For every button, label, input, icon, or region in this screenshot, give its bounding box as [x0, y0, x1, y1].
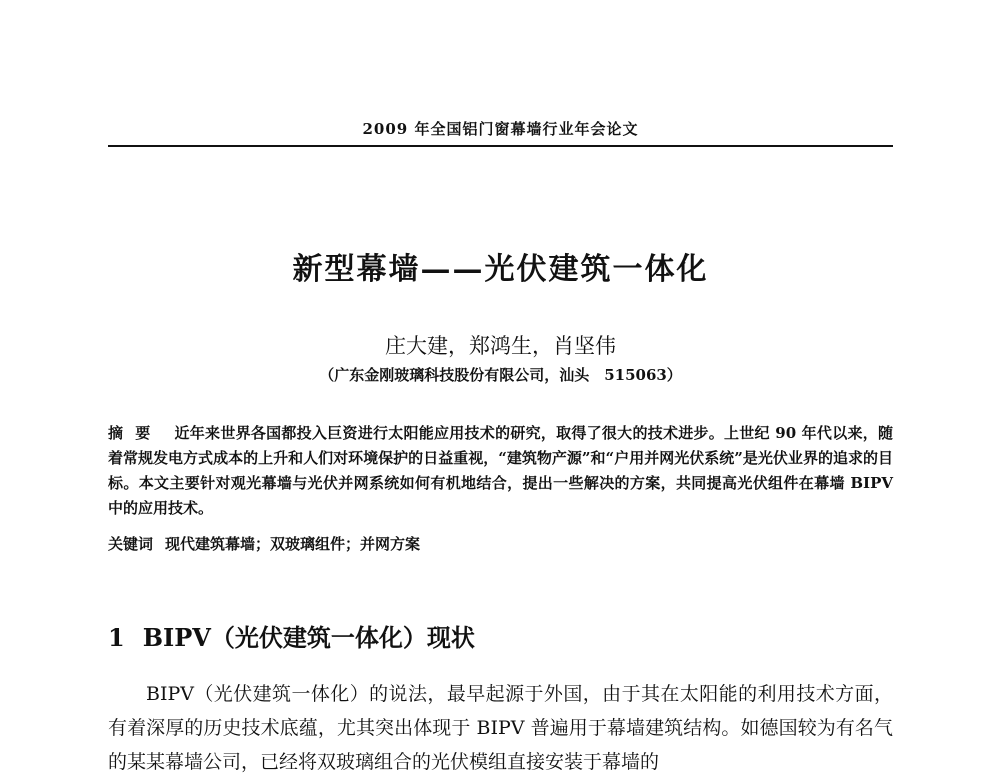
header-rule	[108, 145, 893, 147]
abstract	[108, 421, 893, 521]
keywords	[108, 533, 893, 554]
abstract-label: 摘要	[108, 424, 163, 442]
keywords-label: 关键词	[108, 535, 154, 553]
keywords-text: 现代建筑幕墙；双玻璃组件；并网方案	[165, 535, 421, 553]
author-list: 庄大建，郑鸿生，肖坚伟	[385, 334, 616, 358]
section-number: 1	[108, 623, 125, 652]
affiliation: （广东金刚玻璃科技股份有限公司，汕头 515063）	[319, 366, 682, 384]
section-heading	[108, 618, 893, 653]
body-paragraph: BIPV（光伏建筑一体化）的说法，最早起源于外国，由于其在太阳能的利用技术方面，有着深厚的历史技术底蕴，尤其突出体现于 BIPV 普遍用于幕墙建筑结构。如德国较为有名气的某某幕墙公司，已经将双玻璃组合的光伏模组直接安装于幕墙的	[108, 683, 893, 773]
paper-title: 新型幕墙——光伏建筑一体化	[292, 252, 709, 287]
section-title: BIPV（光伏建筑一体化）现状	[142, 623, 475, 652]
running-header: 2009 年全国铝门窗幕墙行业年会论文	[362, 120, 639, 138]
abstract-text: 近年来世界各国都投入巨资进行太阳能应用技术的研究，取得了很大的技术进步。上世纪 90 年代以来，随着常规发电方式成本的上升和人们对环境保护的日益重视，“建筑物产源”和“户用并网光伏系统”是光伏业界的追求的目标。本文主要针对观光幕墙与光伏并网系统如何有机地结合，提出一些解决的方案，共同提高光伏组件在幕墙 BIPV 中的应用技术。	[108, 424, 893, 517]
